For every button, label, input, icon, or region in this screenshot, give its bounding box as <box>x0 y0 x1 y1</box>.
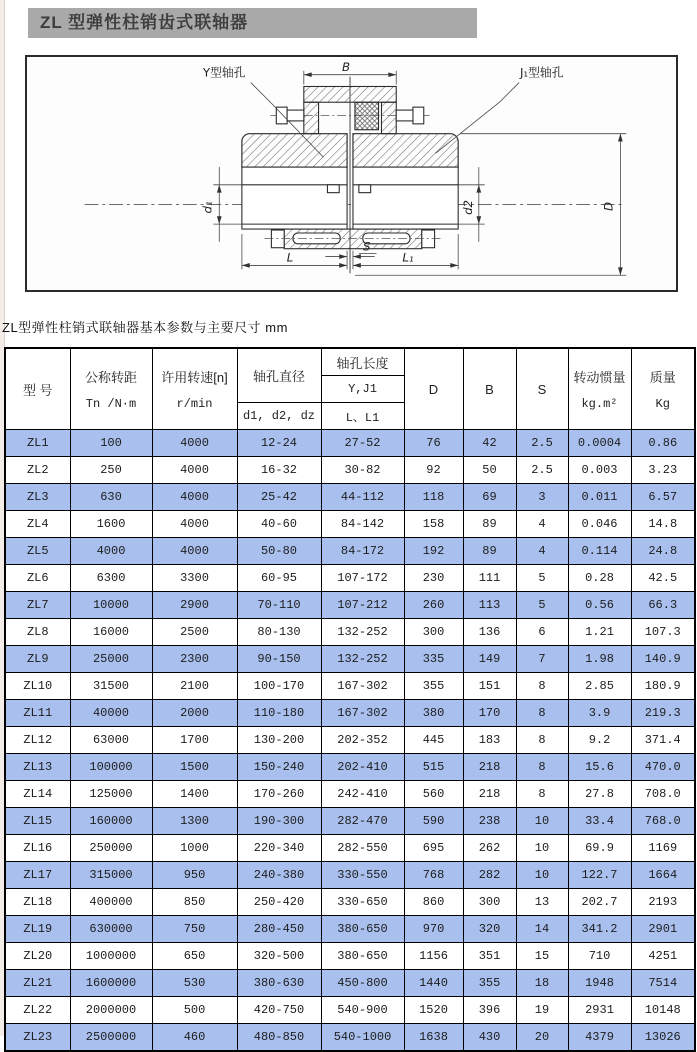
table-cell: 1400 <box>152 781 237 808</box>
table-cell: 170 <box>463 700 516 727</box>
table-cell: 7514 <box>631 970 695 997</box>
table-cell: 2000 <box>152 700 237 727</box>
table-cell: 380 <box>404 700 463 727</box>
table-cell: 1156 <box>404 943 463 970</box>
table-cell: 130-200 <box>237 727 321 754</box>
table-cell: ZL23 <box>5 1024 70 1052</box>
table-row <box>5 619 695 646</box>
table-cell: 69 <box>463 484 516 511</box>
table-cell: 380-650 <box>321 943 404 970</box>
table-cell: 140.9 <box>631 646 695 673</box>
header-torque: 公称转距 Tn /N·m <box>70 348 152 430</box>
table-cell: 630000 <box>70 916 152 943</box>
right-bolt-head <box>413 107 424 124</box>
table-cell: ZL18 <box>5 889 70 916</box>
table-cell: 242-410 <box>321 781 404 808</box>
header-bore-length: 轴孔长度 <box>321 348 404 376</box>
table-cell: 2100 <box>152 673 237 700</box>
table-row <box>5 457 695 484</box>
table-cell: 192 <box>404 538 463 565</box>
table-cell: ZL8 <box>5 619 70 646</box>
table-row <box>5 943 695 970</box>
table-cell: 341.2 <box>568 916 631 943</box>
table-cell: 9.2 <box>568 727 631 754</box>
elastomer-block <box>355 102 379 130</box>
table-cell: 89 <box>463 538 516 565</box>
table-cell: 335 <box>404 646 463 673</box>
table-cell: 380-630 <box>237 970 321 997</box>
table-cell: 5 <box>516 565 568 592</box>
header-model: 型 号 <box>5 348 70 430</box>
table-cell: 89 <box>463 511 516 538</box>
table-cell: 470.0 <box>631 754 695 781</box>
table-cell: 19 <box>516 997 568 1024</box>
table-cell: 136 <box>463 619 516 646</box>
table-cell: 150-240 <box>237 754 321 781</box>
table-cell: 4379 <box>568 1024 631 1052</box>
table-cell: 27.8 <box>568 781 631 808</box>
table-cell: 30-82 <box>321 457 404 484</box>
table-row <box>5 592 695 619</box>
header-speed: 许用转速[n] r/min <box>152 348 237 430</box>
table-cell: 10000 <box>70 592 152 619</box>
header-bore-length-ll1: L、L1 <box>321 403 404 430</box>
table-cell: 6300 <box>70 565 152 592</box>
table-cell: 118 <box>404 484 463 511</box>
dim-d2-label: d2 <box>460 199 475 215</box>
table-cell: 400000 <box>70 889 152 916</box>
parameters-table <box>4 347 696 1052</box>
table-cell: 1000 <box>152 835 237 862</box>
table-cell: 2.5 <box>516 457 568 484</box>
table-cell: 768 <box>404 862 463 889</box>
table-cell: 4000 <box>152 457 237 484</box>
y-bore-label: Y型轴孔 <box>202 65 246 80</box>
table-row <box>5 997 695 1024</box>
table-cell: 230 <box>404 565 463 592</box>
header-bore-diameter: 轴孔直径 <box>237 348 321 403</box>
table-cell: 1.98 <box>568 646 631 673</box>
table-cell: 8 <box>516 754 568 781</box>
dim-L1-label: L₁ <box>402 250 414 265</box>
table-cell: ZL22 <box>5 997 70 1024</box>
table-row <box>5 646 695 673</box>
table-body <box>5 430 695 1052</box>
table-cell: 10148 <box>631 997 695 1024</box>
table-cell: 450-800 <box>321 970 404 997</box>
table-cell: ZL16 <box>5 835 70 862</box>
table-cell: 24.8 <box>631 538 695 565</box>
table-cell: 445 <box>404 727 463 754</box>
table-cell: 2.85 <box>568 673 631 700</box>
table-row <box>5 727 695 754</box>
table-cell: 100000 <box>70 754 152 781</box>
table-cell: 12-24 <box>237 430 321 457</box>
table-row <box>5 862 695 889</box>
table-cell: 1600000 <box>70 970 152 997</box>
table-cell: 250000 <box>70 835 152 862</box>
table-cell: 20 <box>516 1024 568 1052</box>
table-cell: 4 <box>516 511 568 538</box>
table-cell: 0.0004 <box>568 430 631 457</box>
table-cell: 1638 <box>404 1024 463 1052</box>
table-cell: 3 <box>516 484 568 511</box>
table-cell: 5 <box>516 592 568 619</box>
table-cell: ZL20 <box>5 943 70 970</box>
table-cell: 282 <box>463 862 516 889</box>
table-cell: 160000 <box>70 808 152 835</box>
table-cell: ZL11 <box>5 700 70 727</box>
table-cell: 80-130 <box>237 619 321 646</box>
pin-assembly <box>271 229 434 249</box>
table-cell: 6 <box>516 619 568 646</box>
table-cell: 320 <box>463 916 516 943</box>
table-cell: 90-150 <box>237 646 321 673</box>
table-cell: 10 <box>516 835 568 862</box>
table-cell: ZL6 <box>5 565 70 592</box>
table-cell: 44-112 <box>321 484 404 511</box>
table-cell: 167-302 <box>321 673 404 700</box>
table-cell: 50 <box>463 457 516 484</box>
table-cell: 92 <box>404 457 463 484</box>
table-cell: 27-52 <box>321 430 404 457</box>
table-cell: 220-340 <box>237 835 321 862</box>
table-cell: 768.0 <box>631 808 695 835</box>
table-cell: 0.86 <box>631 430 695 457</box>
table-cell: 132-252 <box>321 646 404 673</box>
table-row <box>5 538 695 565</box>
table-cell: 4251 <box>631 943 695 970</box>
table-cell: 1000000 <box>70 943 152 970</box>
table-cell: 2000000 <box>70 997 152 1024</box>
table-cell: 750 <box>152 916 237 943</box>
table-cell: 3.23 <box>631 457 695 484</box>
left-keyway <box>327 185 339 193</box>
table-cell: 10 <box>516 862 568 889</box>
table-cell: 282-550 <box>321 835 404 862</box>
table-cell: ZL13 <box>5 754 70 781</box>
table-cell: 2193 <box>631 889 695 916</box>
table-cell: 84-172 <box>321 538 404 565</box>
table-cell: 2901 <box>631 916 695 943</box>
table-cell: 113 <box>463 592 516 619</box>
table-header <box>5 348 695 430</box>
table-cell: 540-1000 <box>321 1024 404 1052</box>
table-row <box>5 1024 695 1052</box>
table-cell: ZL10 <box>5 673 70 700</box>
table-cell: 500 <box>152 997 237 1024</box>
table-cell: 0.114 <box>568 538 631 565</box>
page-title-bar <box>28 8 477 38</box>
table-cell: ZL5 <box>5 538 70 565</box>
table-cell: 282-470 <box>321 808 404 835</box>
table-cell: ZL9 <box>5 646 70 673</box>
table-cell: 708.0 <box>631 781 695 808</box>
dim-B-label: B <box>342 59 351 74</box>
table-cell: 515 <box>404 754 463 781</box>
table-cell: 860 <box>404 889 463 916</box>
table-cell: 10 <box>516 808 568 835</box>
table-cell: 4000 <box>152 430 237 457</box>
table-cell: 202-352 <box>321 727 404 754</box>
table-row <box>5 970 695 997</box>
table-cell: 15.6 <box>568 754 631 781</box>
table-cell: 218 <box>463 754 516 781</box>
table-cell: 8 <box>516 727 568 754</box>
table-cell: 16000 <box>70 619 152 646</box>
table-cell: 300 <box>463 889 516 916</box>
table-cell: 63000 <box>70 727 152 754</box>
table-cell: 1948 <box>568 970 631 997</box>
table-cell: ZL19 <box>5 916 70 943</box>
table-cell: 1664 <box>631 862 695 889</box>
table-cell: 14 <box>516 916 568 943</box>
table-cell: 2300 <box>152 646 237 673</box>
table-row <box>5 754 695 781</box>
table-cell: 590 <box>404 808 463 835</box>
table-cell: 8 <box>516 700 568 727</box>
table-cell: 183 <box>463 727 516 754</box>
table-cell: 315000 <box>70 862 152 889</box>
header-D: D <box>404 348 463 430</box>
table-cell: 630 <box>70 484 152 511</box>
table-cell: 1600 <box>70 511 152 538</box>
table-cell: 40-60 <box>237 511 321 538</box>
table-cell: 33.4 <box>568 808 631 835</box>
table-row <box>5 916 695 943</box>
dim-S <box>325 254 376 259</box>
table-cell: 100 <box>70 430 152 457</box>
table-cell: 100-170 <box>237 673 321 700</box>
table-row <box>5 430 695 457</box>
dim-d1-label: d₁ <box>200 201 215 214</box>
table-cell: ZL1 <box>5 430 70 457</box>
table-cell: 250 <box>70 457 152 484</box>
table-cell: ZL14 <box>5 781 70 808</box>
table-cell: 0.003 <box>568 457 631 484</box>
table-cell: 710 <box>568 943 631 970</box>
table-cell: 76 <box>404 430 463 457</box>
table-cell: 1500 <box>152 754 237 781</box>
table-cell: 13 <box>516 889 568 916</box>
table-cell: 355 <box>463 970 516 997</box>
table-cell: ZL4 <box>5 511 70 538</box>
table-row <box>5 808 695 835</box>
table-cell: 218 <box>463 781 516 808</box>
table-cell: 18 <box>516 970 568 997</box>
table-cell: 250-420 <box>237 889 321 916</box>
table-cell: 4000 <box>152 538 237 565</box>
table-cell: 125000 <box>70 781 152 808</box>
table-cell: 25-42 <box>237 484 321 511</box>
header-inertia: 转动惯量 kg.m² <box>568 348 631 430</box>
table-cell: 31500 <box>70 673 152 700</box>
table-cell: 84-142 <box>321 511 404 538</box>
table-cell: 2500 <box>152 619 237 646</box>
table-cell: 695 <box>404 835 463 862</box>
table-cell: 66.3 <box>631 592 695 619</box>
table-cell: 970 <box>404 916 463 943</box>
coupling-diagram <box>27 57 676 290</box>
table-cell: 2.5 <box>516 430 568 457</box>
table-cell: 262 <box>463 835 516 862</box>
header-bore-length-yj1: Y,J1 <box>321 376 404 403</box>
table-cell: 151 <box>463 673 516 700</box>
coupling-diagram-frame <box>25 55 678 292</box>
header-mass: 质量 Kg <box>631 348 695 430</box>
table-cell: 950 <box>152 862 237 889</box>
table-row <box>5 889 695 916</box>
table-cell: 1.21 <box>568 619 631 646</box>
table-cell: 219.3 <box>631 700 695 727</box>
table-cell: 238 <box>463 808 516 835</box>
table-cell: 4 <box>516 538 568 565</box>
table-cell: 69.9 <box>568 835 631 862</box>
table-cell: 7 <box>516 646 568 673</box>
table-cell: 15 <box>516 943 568 970</box>
table-cell: 107-172 <box>321 565 404 592</box>
table-cell: ZL17 <box>5 862 70 889</box>
table-cell: 2500000 <box>70 1024 152 1052</box>
dim-S-label: S <box>362 239 371 254</box>
table-cell: ZL2 <box>5 457 70 484</box>
table-caption: ZL型弹性柱销式联轴器基本参数与主要尺寸 mm <box>2 320 288 335</box>
table-row <box>5 565 695 592</box>
table-row <box>5 781 695 808</box>
table-cell: ZL3 <box>5 484 70 511</box>
table-cell: 202.7 <box>568 889 631 916</box>
table-cell: ZL21 <box>5 970 70 997</box>
table-cell: 0.011 <box>568 484 631 511</box>
table-cell: 330-650 <box>321 889 404 916</box>
dim-L-label: L <box>286 250 294 265</box>
table-cell: 0.28 <box>568 565 631 592</box>
table-cell: 16-32 <box>237 457 321 484</box>
table-cell: 170-260 <box>237 781 321 808</box>
table-cell: 430 <box>463 1024 516 1052</box>
table-cell: 0.046 <box>568 511 631 538</box>
table-cell: 371.4 <box>631 727 695 754</box>
table-cell: 149 <box>463 646 516 673</box>
header-bore-diameter-sub: d1, d2, dz <box>237 403 321 430</box>
table-cell: 530 <box>152 970 237 997</box>
table-cell: 2900 <box>152 592 237 619</box>
table-cell: 107.3 <box>631 619 695 646</box>
table-cell: 42.5 <box>631 565 695 592</box>
table-row <box>5 700 695 727</box>
table-cell: 202-410 <box>321 754 404 781</box>
table-row <box>5 673 695 700</box>
table-cell: 1700 <box>152 727 237 754</box>
table-cell: 180.9 <box>631 673 695 700</box>
table-cell: 280-450 <box>237 916 321 943</box>
table-cell: 850 <box>152 889 237 916</box>
dim-D-label: D <box>601 201 616 211</box>
table-cell: 650 <box>152 943 237 970</box>
table-cell: 110-180 <box>237 700 321 727</box>
table-cell: 2931 <box>568 997 631 1024</box>
table-cell: 4000 <box>70 538 152 565</box>
table-cell: 240-380 <box>237 862 321 889</box>
table-row <box>5 484 695 511</box>
table-cell: 330-550 <box>321 862 404 889</box>
table-cell: 13026 <box>631 1024 695 1052</box>
parameters-table-wrap <box>4 347 696 1052</box>
table-cell: 60-95 <box>237 565 321 592</box>
right-keyway <box>359 185 371 193</box>
table-cell: ZL7 <box>5 592 70 619</box>
table-cell: 320-500 <box>237 943 321 970</box>
table-cell: 50-80 <box>237 538 321 565</box>
page-title: ZL 型弹性柱销齿式联轴器 <box>40 13 249 32</box>
table-cell: 460 <box>152 1024 237 1052</box>
table-cell: 1520 <box>404 997 463 1024</box>
table-cell: 6.57 <box>631 484 695 511</box>
table-cell: 355 <box>404 673 463 700</box>
table-cell: 107-212 <box>321 592 404 619</box>
table-cell: 4000 <box>152 511 237 538</box>
table-cell: 14.8 <box>631 511 695 538</box>
table-row <box>5 835 695 862</box>
table-cell: 111 <box>463 565 516 592</box>
table-cell: 351 <box>463 943 516 970</box>
table-cell: 8 <box>516 673 568 700</box>
table-cell: 8 <box>516 781 568 808</box>
table-cell: ZL12 <box>5 727 70 754</box>
table-cell: 40000 <box>70 700 152 727</box>
table-cell: 42 <box>463 430 516 457</box>
j1-bore-label: J₁型轴孔 <box>519 65 564 80</box>
table-cell: 396 <box>463 997 516 1024</box>
table-cell: 380-650 <box>321 916 404 943</box>
table-cell: 4000 <box>152 484 237 511</box>
table-cell: 0.56 <box>568 592 631 619</box>
header-S: S <box>516 348 568 430</box>
table-cell: 25000 <box>70 646 152 673</box>
table-cell: 1300 <box>152 808 237 835</box>
table-cell: 420-750 <box>237 997 321 1024</box>
table-cell: 132-252 <box>321 619 404 646</box>
table-cell: 167-302 <box>321 700 404 727</box>
table-cell: 1169 <box>631 835 695 862</box>
table-cell: 70-110 <box>237 592 321 619</box>
table-cell: 260 <box>404 592 463 619</box>
table-cell: 122.7 <box>568 862 631 889</box>
table-cell: 190-300 <box>237 808 321 835</box>
table-cell: ZL15 <box>5 808 70 835</box>
table-cell: 480-850 <box>237 1024 321 1052</box>
table-row <box>5 511 695 538</box>
table-cell: 3.9 <box>568 700 631 727</box>
table-cell: 560 <box>404 781 463 808</box>
table-cell: 1440 <box>404 970 463 997</box>
table-cell: 3300 <box>152 565 237 592</box>
table-cell: 540-900 <box>321 997 404 1024</box>
table-cell: 158 <box>404 511 463 538</box>
header-B: B <box>463 348 516 430</box>
table-cell: 300 <box>404 619 463 646</box>
